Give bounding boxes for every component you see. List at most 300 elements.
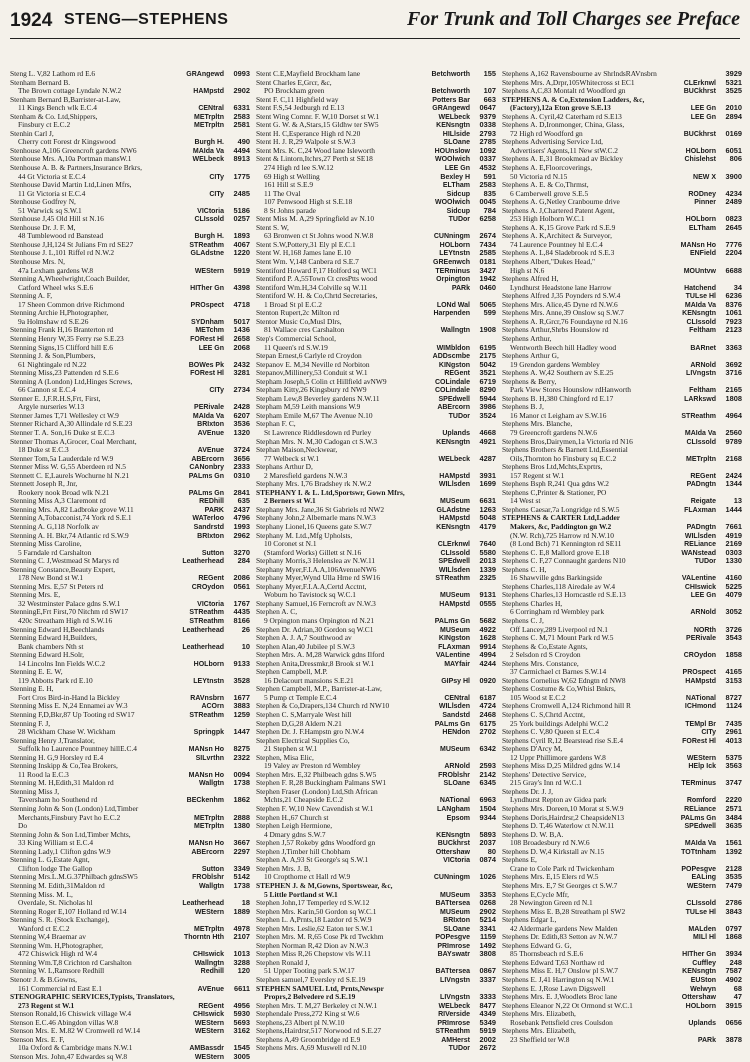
entry-name: Stephen Mrs. Leslie,62 Eaton ter S.W.1 bbox=[256, 923, 373, 933]
entry-name: Stephens Albert,"Dukes Head," bbox=[502, 257, 596, 267]
entry-name: Stenning A,Wheelwright,Coach Builder, bbox=[10, 274, 130, 284]
entry-exchange: METrpltn bbox=[194, 113, 224, 121]
entry-name: Stent F. C,11 Highfield way bbox=[256, 94, 339, 104]
entry-exchange: VALentine bbox=[681, 575, 716, 583]
entry-name: 18 Duke st E.C.3 bbox=[18, 445, 69, 455]
entry-exchange: WEStern bbox=[686, 882, 716, 890]
entry-number: 6258 bbox=[479, 214, 496, 224]
entry-number: 7587 bbox=[725, 966, 742, 976]
entry-name: 44 Gt Victoria st E.C.4 bbox=[18, 171, 86, 181]
entry-name: STEPHENS A. & Co,Extension Ladders, &c, bbox=[502, 94, 645, 104]
entry-name: 11 Rood la E.C.3 bbox=[18, 769, 69, 779]
entry-name: Stephen samuel,7 Eversley rd S.E.19 bbox=[256, 974, 366, 984]
entry-exchange: KENsngtn bbox=[682, 310, 716, 318]
entry-exchange: ELTham bbox=[442, 182, 470, 190]
entry-exchange: STReathm bbox=[435, 575, 470, 583]
entry-exchange: ADDscmbe bbox=[432, 353, 470, 361]
entry-name: Stephen John,17 Temperley rd S.W.12 bbox=[256, 898, 370, 908]
entry-exchange: ENField bbox=[689, 250, 716, 258]
entry-number: 13 bbox=[733, 496, 742, 506]
entry-exchange: KENsngtn bbox=[436, 438, 470, 446]
entry-number: 5919 bbox=[479, 1026, 496, 1036]
entry-name: Stephens Mrs. A,69 Muswell rd N.10 bbox=[256, 1043, 367, 1053]
entry-number: 3341 bbox=[479, 923, 496, 933]
entry-number: 3692 bbox=[725, 359, 742, 369]
entry-number: 1738 bbox=[233, 880, 250, 890]
entry-name: Stephens Eleanor N,22 Ot Ormond st W.C.1 bbox=[502, 1000, 633, 1010]
entry-exchange: CROydon bbox=[683, 652, 716, 660]
entry-number: 0338 bbox=[479, 120, 496, 130]
entry-exchange: RAVnsbrn bbox=[190, 694, 224, 702]
entry-exchange: Betchworth bbox=[431, 88, 470, 96]
entry-exchange: HOLborn bbox=[685, 216, 716, 224]
entry-exchange: GIPsy Hl bbox=[441, 677, 470, 685]
entry-number: 9379 bbox=[479, 111, 496, 121]
entry-name: Stenning E. H, bbox=[10, 684, 54, 694]
entry-exchange: LIVngstn bbox=[440, 976, 470, 984]
entry-number: 3929 bbox=[725, 69, 742, 78]
entry-exchange: ABErcorn bbox=[437, 404, 470, 412]
entry-exchange: MANsn Ho bbox=[680, 241, 716, 249]
entry-name: Stenning Miss. M. L, bbox=[10, 889, 73, 899]
entry-exchange: MILl Hl bbox=[693, 934, 716, 942]
entry-name: Stephany Morris,3 Helenslea av N.W.11 bbox=[256, 556, 376, 566]
entry-number: 3656 bbox=[233, 453, 250, 463]
entry-name: Stenning F,D,Bkr,87 Up Tooting rd SW17 bbox=[10, 710, 135, 720]
entry-name: Stenner E. J,F.R.H.S,Frt, First, bbox=[10, 393, 101, 403]
entry-name: Stephens A. L,84 Sladebrook rd S.E.3 bbox=[502, 248, 615, 258]
entry-exchange: WEStern bbox=[686, 754, 716, 762]
entry-number: 9131 bbox=[479, 590, 496, 600]
entry-name: Stenning Signs,15 Clifford hill E.6 bbox=[10, 342, 113, 352]
entry-exchange: BRIxton bbox=[197, 421, 224, 429]
entry-name: Stenning A. G,118 Norfolk av bbox=[10, 521, 99, 531]
directory-entry bbox=[10, 1053, 250, 1062]
entry-exchange: Burgh H. bbox=[194, 233, 224, 241]
entry-number: 7776 bbox=[725, 239, 742, 249]
entry-name: Stephendale Press,272 King st W.6 bbox=[256, 1009, 360, 1019]
entry-name: Stent S. W, bbox=[256, 222, 289, 232]
entry-number: 3052 bbox=[725, 607, 742, 617]
entry-name: Stephens Mrs. E,7 St Georges ct S.W.7 bbox=[502, 880, 618, 890]
entry-exchange: STReathm bbox=[189, 712, 224, 720]
entry-name: Stephens Brothers & Barnett Ltd,Essential bbox=[502, 445, 628, 455]
entry-name: Stent Mrs. K. C,24 Wood lane Isleworth bbox=[256, 145, 375, 155]
entry-name: 63 Bronwen ct St Johns wood N.W.8 bbox=[264, 231, 374, 241]
entry-name: 81 Wallace cres Carshalton bbox=[264, 325, 345, 335]
entry-exchange: SYDnham bbox=[190, 318, 224, 326]
entry-name: Stephens C. V,80 Queen st E.C.4 bbox=[502, 727, 600, 737]
entry-exchange: BOWes Pk bbox=[188, 361, 224, 369]
entry-name: 28 Wickham Chase W. Wickham bbox=[18, 727, 116, 737]
entry-name: Stenhouse Mrs. A,10a Portman mansW.1 bbox=[10, 154, 132, 164]
entry-name: Stephen Mrs. A. M,28 Warwick gdns Ilford bbox=[256, 650, 385, 660]
entry-number: 4165 bbox=[725, 667, 742, 677]
entry-name: Stenning Roger E,107 Holland rd W.14 bbox=[10, 906, 127, 916]
entry-number: 3288 bbox=[233, 957, 250, 967]
entry-number: 4668 bbox=[479, 427, 496, 437]
entry-name: Stephen, Misa Elic, bbox=[256, 752, 314, 762]
entry-number: 3878 bbox=[725, 1034, 742, 1044]
entry-name: Stent H. C,Esperance High rd N.20 bbox=[256, 128, 361, 138]
entry-number: 4494 bbox=[233, 145, 250, 155]
entry-number: 5186 bbox=[233, 205, 250, 215]
entry-exchange: SLOane bbox=[443, 780, 470, 788]
entry-number: 2432 bbox=[233, 359, 250, 369]
entry-exchange: WILlsden bbox=[438, 703, 470, 711]
entry-name: Stephen Anita,Dressmkr,8 Brook st W.1 bbox=[256, 658, 375, 668]
entry-exchange: HAMpstd bbox=[439, 600, 470, 608]
entry-number: 5682 bbox=[479, 616, 496, 625]
entry-number: 2581 bbox=[233, 120, 250, 130]
entry-exchange: Epsom bbox=[446, 814, 470, 822]
entry-exchange: KINgston bbox=[438, 361, 470, 369]
entry-name: Clifton lodge The Gallop bbox=[18, 863, 93, 873]
entry-name: Mchts,21 Cheapside E.C.2 bbox=[264, 795, 344, 805]
entry-name: High st N.6 bbox=[510, 265, 545, 275]
entry-name: Stenning Constance,Beauty Expert, bbox=[10, 564, 116, 574]
entry-number: 6611 bbox=[233, 983, 250, 993]
entry-name: 6 Camberwell grove S.E.5 bbox=[510, 188, 589, 198]
entry-number: 3726 bbox=[725, 624, 742, 634]
entry-exchange: CITy bbox=[209, 190, 224, 198]
entry-number: 3528 bbox=[233, 675, 250, 685]
entry-name: Stenhouse Mrs. N, bbox=[10, 257, 66, 267]
entry-exchange: Romford bbox=[686, 797, 716, 805]
entry-number: 3536 bbox=[233, 419, 250, 429]
entry-name: Cherry cott Forest dr Kingswood bbox=[18, 137, 116, 147]
entry-exchange: ACOrn bbox=[201, 703, 224, 711]
directory-entry bbox=[502, 848, 742, 857]
entry-exchange: CLIssold bbox=[686, 438, 716, 446]
entry-name: Stephens Alfred H, bbox=[502, 274, 559, 284]
entry-exchange: Reigate bbox=[690, 498, 716, 506]
entry-exchange: FROblshr bbox=[192, 874, 224, 882]
entry-name: Stenning Miss Caroline, bbox=[10, 539, 82, 549]
entry-number: 5693 bbox=[233, 1017, 250, 1027]
entry-number: 3535 bbox=[725, 872, 742, 882]
entry-name: 77 Welbeck st W.1 bbox=[264, 453, 320, 463]
entry-exchange: WEStern bbox=[194, 1053, 224, 1061]
entry-number: 5349 bbox=[479, 1017, 496, 1027]
entry-exchange: LEE Gn bbox=[690, 105, 716, 113]
entry-exchange: CUNningm bbox=[433, 874, 470, 882]
entry-name: Stenning Edward H.Solr, bbox=[10, 650, 85, 660]
entry-name: Stephens D'Arcy M, bbox=[502, 744, 563, 754]
entry-name: Rosebank Pettsfield cres Coulsdon bbox=[510, 1017, 613, 1027]
entry-number: 4160 bbox=[725, 573, 742, 583]
entry-number: 2086 bbox=[233, 573, 250, 583]
entry-exchange: MOUntvw bbox=[683, 267, 716, 275]
entry-exchange: MAIda Va bbox=[684, 429, 716, 437]
entry-name: Stephens Charles H, bbox=[502, 598, 563, 608]
entry-name: 14 Lincolns Inn Fields W.C.2 bbox=[18, 658, 106, 668]
entry-number: 8290 bbox=[479, 385, 496, 395]
entry-exchange: CROydon bbox=[191, 583, 224, 591]
entry-name: 66 Cannon st E.C.4 bbox=[18, 385, 76, 395]
entry-exchange: CANonbry bbox=[189, 464, 224, 472]
entry-exchange: MANsn Ho bbox=[188, 840, 224, 848]
entry-number: 4349 bbox=[479, 1009, 496, 1019]
entry-exchange: METrpltn bbox=[194, 823, 224, 831]
entry-name: Stephens Mrs. Elizabeth, bbox=[502, 1026, 576, 1036]
entry-exchange: Burgh H. bbox=[194, 139, 224, 147]
entry-name: Stephan F. C, bbox=[256, 419, 296, 429]
entry-exchange: AVEnue bbox=[197, 429, 224, 437]
entry-exchange: TULse Hl bbox=[685, 908, 716, 916]
entry-name: Stenning Wm.T,8 Crichton rd Carshalton bbox=[10, 957, 132, 967]
entry-name: Stenner Thomas A,Grocer, Coal Merchant, bbox=[10, 436, 137, 446]
entry-name: Overdale, St. Nicholas hl bbox=[18, 898, 93, 908]
entry-exchange: Feltham bbox=[689, 327, 716, 335]
entry-name: Stent G. W. & A,Stars,15 Gldhw ter SW5 bbox=[256, 120, 379, 130]
entry-exchange: AMBassdr bbox=[189, 1045, 224, 1053]
entry-name: 11 Queen's rd S.W.19 bbox=[264, 342, 328, 352]
entry-name: Lyndhurst Headstone lane Harrow bbox=[510, 282, 612, 292]
entry-number: 2175 bbox=[479, 351, 496, 361]
entry-name: Stephany Myer,F.I.A.A,Certd Acctnt, bbox=[256, 581, 367, 591]
entry-name: Stephens A. R,Grcr,76 Foundayne rd N.16 bbox=[502, 316, 628, 326]
entry-exchange: CLIssold bbox=[686, 900, 716, 908]
entry-name: 16 Manor ct Leigham av S.W.16 bbox=[510, 410, 607, 420]
entry-name: Stephens Charles,13 Horncastle rd S.E.13 bbox=[502, 590, 626, 600]
entry-name: 107 Penwsood High st S.E.18 bbox=[264, 197, 353, 207]
entry-number: 784 bbox=[483, 205, 496, 215]
entry-exchange: NORth bbox=[693, 626, 716, 634]
entry-number: 2002 bbox=[479, 1034, 496, 1044]
entry-name: 472 Chiswick High rd W.4 bbox=[18, 949, 98, 959]
entry-number: 6345 bbox=[479, 778, 496, 788]
entry-number: 3270 bbox=[233, 547, 250, 557]
entry-exchange: ARNold bbox=[444, 763, 470, 771]
entry-name: Step's Commercial School, bbox=[256, 333, 336, 343]
entry-number: 9344 bbox=[479, 812, 496, 822]
entry-number: 9789 bbox=[725, 436, 742, 446]
entry-name: Stephen J,Timber hill Chobham bbox=[256, 846, 351, 856]
entry-exchange: RELiance bbox=[684, 541, 716, 549]
entry-exchange: Uplands bbox=[688, 1019, 716, 1027]
entry-exchange: PALms Gn bbox=[188, 489, 224, 497]
entry-name: Stephen Mrs. Karin,50 Gordon sq W.C.1 bbox=[256, 906, 377, 916]
entry-name: Stephan Mrs. N. M,30 Cadogan ct S.W.3 bbox=[256, 436, 378, 446]
entry-name: Stenning M. Edith,31Maldon rd bbox=[10, 880, 105, 890]
entry-name: Stephens Arthur,Shrbs Hounslow rd bbox=[502, 325, 609, 335]
entry-number: 3427 bbox=[479, 265, 496, 275]
entry-name: StenningE,Frt First,70 Nitchm rd SW17 bbox=[10, 607, 129, 617]
entry-name: Stephan Maison,Neckwear, bbox=[256, 445, 338, 455]
entry-number: 4244 bbox=[479, 658, 496, 668]
entry-name: 25 York buildings Adelphi W.C.2 bbox=[510, 718, 609, 728]
entry-number: 835 bbox=[483, 188, 496, 198]
entry-name: 16 Shawville gdns Barkingside bbox=[510, 573, 603, 583]
entry-exchange: HAMpstd bbox=[439, 472, 470, 480]
entry-name: 5 Farndale rd Carshalton bbox=[18, 547, 92, 557]
entry-name: Stephens C. F,27 Connaught gardens N10 bbox=[502, 556, 626, 566]
entry-name: Stephens Bros,Dairymen,1a Victoria rd N16 bbox=[502, 436, 633, 446]
entry-number: 0337 bbox=[479, 154, 496, 164]
entry-number: 5375 bbox=[725, 752, 742, 762]
entry-name: Stephen Dr. J. F.Hampstn gro N.W.4 bbox=[256, 727, 364, 737]
entry-number: 6963 bbox=[479, 795, 496, 805]
entry-number: 6719 bbox=[479, 376, 496, 386]
entry-name: 2 Selsdon rd S Croydon bbox=[510, 650, 581, 660]
entry-name: STEPHEN J. & M,Gowns, Sportswear, &c, bbox=[256, 880, 393, 890]
entry-exchange: MUSeum bbox=[440, 626, 470, 634]
entry-name: Rookery nook Broad wlk N.21 bbox=[18, 487, 110, 497]
entry-number: 284 bbox=[237, 556, 250, 566]
entry-number: 1330 bbox=[725, 556, 742, 566]
entry-number: 2593 bbox=[479, 761, 496, 771]
entry-exchange: TERminus bbox=[681, 780, 716, 788]
entry-name: Stephens Alfred J,35 Poynders rd S.W.4 bbox=[502, 291, 621, 301]
entry-name: Stenning Edward H,Builders, bbox=[10, 633, 98, 643]
entry-name: Stephen A. A,93 St George's sq S.W.1 bbox=[256, 855, 369, 865]
entry-exchange: SPEdwell bbox=[438, 395, 470, 403]
entry-exchange: WEStern bbox=[194, 1019, 224, 1027]
entry-name: Stephens A,162 Ravensbourne av ShrlndsRAVnsbrn bbox=[502, 69, 657, 78]
entry-name: Stephens A. E. & Co,Thrmst, bbox=[502, 180, 589, 190]
entry-number: 1893 bbox=[233, 231, 250, 241]
entry-name: Stent Miss M. A,29 Springfield av N.10 bbox=[256, 214, 375, 224]
entry-exchange: MANsn Ho bbox=[188, 771, 224, 779]
entry-number: 2583 bbox=[233, 111, 250, 121]
entry-name: Stephens Mrs. E,15 Elers rd W.5 bbox=[502, 872, 599, 882]
entry-exchange: METrpltn bbox=[194, 814, 224, 822]
entry-exchange: CITy bbox=[701, 729, 716, 737]
entry-name: Stenhouse Godfrey N, bbox=[10, 197, 76, 207]
entry-exchange: BUCkhrst bbox=[683, 88, 716, 96]
entry-name: 19 Valey av Preston rd Wembley bbox=[264, 761, 361, 771]
entry-number: 0303 bbox=[725, 547, 742, 557]
entry-exchange: METrpltn bbox=[194, 925, 224, 933]
entry-name: Stenham Bernard B. bbox=[10, 77, 71, 87]
entry-name: 51 Warwick sq S.W.1 bbox=[18, 205, 82, 215]
entry-name: Bank chambers Nth st bbox=[18, 641, 84, 651]
entry-name: Stenning A (London) Ltd,Hinges Screws, bbox=[10, 376, 133, 386]
entry-exchange: Leatherhead bbox=[182, 626, 224, 634]
entry-exchange: PRImrose bbox=[437, 1019, 470, 1027]
entry-name: Stephen C. S,Marryale West hill bbox=[256, 710, 352, 720]
entry-name: Stephens Miss D,25 Mildred gdns W.14 bbox=[502, 761, 621, 771]
entry-name: Stepanov E. M,34 Neville rd Norbiton bbox=[256, 359, 370, 369]
entry-name: 69 High st Welling bbox=[264, 171, 320, 181]
entry-number: 4978 bbox=[233, 923, 250, 933]
entry-number: 1159 bbox=[479, 932, 496, 942]
entry-exchange: HAMpstd bbox=[193, 88, 224, 96]
entry-number: 8913 bbox=[233, 154, 250, 164]
entry-exchange: ICHmond bbox=[684, 703, 716, 711]
entry-name: Wentworth Beech hill Hadley wood bbox=[510, 342, 617, 352]
entry-name: Stepham Lew,8 Beverley gardens N.W.11 bbox=[256, 393, 380, 403]
entry-name: Stephens Arthur, bbox=[502, 333, 552, 343]
entry-name: Stephens Miss E. B,28 Streatham pl SW2 bbox=[502, 906, 626, 916]
entry-name: Stepham M,59 Leith mansions W.9 bbox=[256, 402, 361, 412]
entry-name: Stephens' Detective Service, bbox=[502, 769, 587, 779]
entry-exchange: MAIda Va bbox=[684, 301, 716, 309]
entry-number: 1993 bbox=[233, 521, 250, 531]
entry-name: Stephen Campbell, M.P. bbox=[256, 667, 328, 677]
entry-name: Stentiford Wm.H,34 Colville sq W.11 bbox=[256, 282, 368, 292]
entry-name: Stenning H. G,9 Horsley rd E.4 bbox=[10, 752, 104, 762]
entry-exchange: CLIssold bbox=[440, 549, 470, 557]
entry-number: 7435 bbox=[725, 718, 742, 728]
entry-name: Stephens D. W,4 Kirkstall av N.15 bbox=[502, 846, 605, 856]
entry-name: Stentor Music Co,Musl Dlrs, bbox=[256, 316, 342, 326]
entry-exchange: EUSton bbox=[690, 976, 716, 984]
entry-number: 4921 bbox=[479, 436, 496, 446]
entry-number: 5944 bbox=[479, 393, 496, 403]
entry-exchange: BUCkhrst bbox=[437, 840, 470, 848]
entry-number: 4718 bbox=[233, 299, 250, 309]
entry-name: Stephens C. S,Chrtd Acctnt, bbox=[502, 710, 585, 720]
entry-number: 1628 bbox=[479, 633, 496, 643]
entry-number: 3986 bbox=[479, 402, 496, 412]
entry-number: 0656 bbox=[725, 1017, 742, 1027]
entry-number: 5321 bbox=[725, 77, 742, 87]
entry-name: 2 Maresfield gardens N.W.3 bbox=[264, 470, 348, 480]
entry-name: Stenson Mrs. E. M.82 W Cromwell rd W.14 bbox=[10, 1026, 141, 1036]
entry-name: Stephany Myer,F.I.A.A,106AvenueNW6 bbox=[256, 564, 377, 574]
entry-name: Stephens Cornelius W,62 Edngtn rd NW8 bbox=[502, 675, 626, 685]
entry-name: Stenning S. R. (Stock Exchange), bbox=[10, 915, 110, 925]
entry-exchange: WELbeck bbox=[438, 455, 470, 463]
entry-name: Stenner T. A. Son,16 Duke st E.C.3 bbox=[10, 427, 115, 437]
entry-number: 0993 bbox=[233, 69, 250, 78]
entry-name: (N.W. Rch),725 Harrow rd N.W.10 bbox=[510, 530, 614, 540]
entry-name: Stenning Henry W,35 Ferry rse S.E.23 bbox=[10, 333, 124, 343]
entry-number: 2702 bbox=[479, 727, 496, 737]
entry-name: Stent Wing Comnr. F. W,10 Dorset st W.1 bbox=[256, 111, 380, 121]
entry-number: 2894 bbox=[725, 111, 742, 121]
entry-name: Stephens Mrs. Anne,39 Onslow sq S.W.7 bbox=[502, 308, 624, 318]
entry-number: 2672 bbox=[479, 1043, 496, 1053]
entry-name: Stephens E. J,41 Harrington sq N.W.1 bbox=[502, 974, 615, 984]
entry-exchange: Cuffley bbox=[692, 959, 716, 967]
entry-exchange: LONd Wal bbox=[436, 301, 470, 309]
header-notice: For Trunk and Toll Charges see Preface bbox=[407, 8, 740, 30]
entry-number: 1858 bbox=[725, 650, 742, 660]
entry-name: Stephens C. J, bbox=[502, 616, 544, 625]
entry-number: 5042 bbox=[479, 359, 496, 369]
entry-name: 161 Hill st S.E.9 bbox=[264, 180, 314, 190]
entry-name: Stenning C. J,Westmead St Marys rd bbox=[10, 556, 119, 566]
entry-number: 1392 bbox=[725, 846, 742, 856]
entry-exchange: WELbeck bbox=[438, 1002, 470, 1010]
entry-name: Stent & Lintorn,Itchrs,27 Perth st SE18 bbox=[256, 154, 373, 164]
entry-name: Stentiford W. H. & Co,Chrtd Secretaries, bbox=[256, 291, 378, 301]
entry-number: 2658 bbox=[233, 333, 250, 343]
entry-exchange: MALden bbox=[688, 925, 716, 933]
entry-number: 2437 bbox=[233, 504, 250, 514]
entry-name: Stepham Kitty,26 Kingsbury rd NW9 bbox=[256, 385, 367, 395]
entry-number: 2560 bbox=[725, 427, 742, 437]
entry-name: Stent F.S,54 Jedburgh rd E.13 bbox=[256, 103, 345, 113]
entry-exchange: LEYtnstn bbox=[439, 250, 470, 258]
entry-name: Stenson Mrs. E. F, bbox=[10, 1034, 65, 1044]
entry-exchange: PROspect bbox=[190, 301, 224, 309]
entry-number: 6207 bbox=[233, 410, 250, 420]
entry-name: Stephens A. G,Netley Cranbourne drive bbox=[502, 197, 620, 207]
entry-exchange: CLErknwl bbox=[683, 79, 716, 87]
entry-exchange: TERminus bbox=[435, 267, 470, 275]
entry-exchange: BARnet bbox=[690, 344, 716, 352]
entry-name: (8 Lond Bch) 71 Kennington rd SE11 bbox=[510, 539, 622, 549]
entry-name: Stephen Mrs. J. B, bbox=[256, 863, 311, 873]
entry-exchange: CLIssold bbox=[194, 216, 224, 224]
entry-name: Stephen Alan,40 Jubilee pl S.W.3 bbox=[256, 641, 355, 651]
entry-number: 1545 bbox=[233, 1043, 250, 1053]
entry-exchange: PERivale bbox=[686, 635, 716, 643]
